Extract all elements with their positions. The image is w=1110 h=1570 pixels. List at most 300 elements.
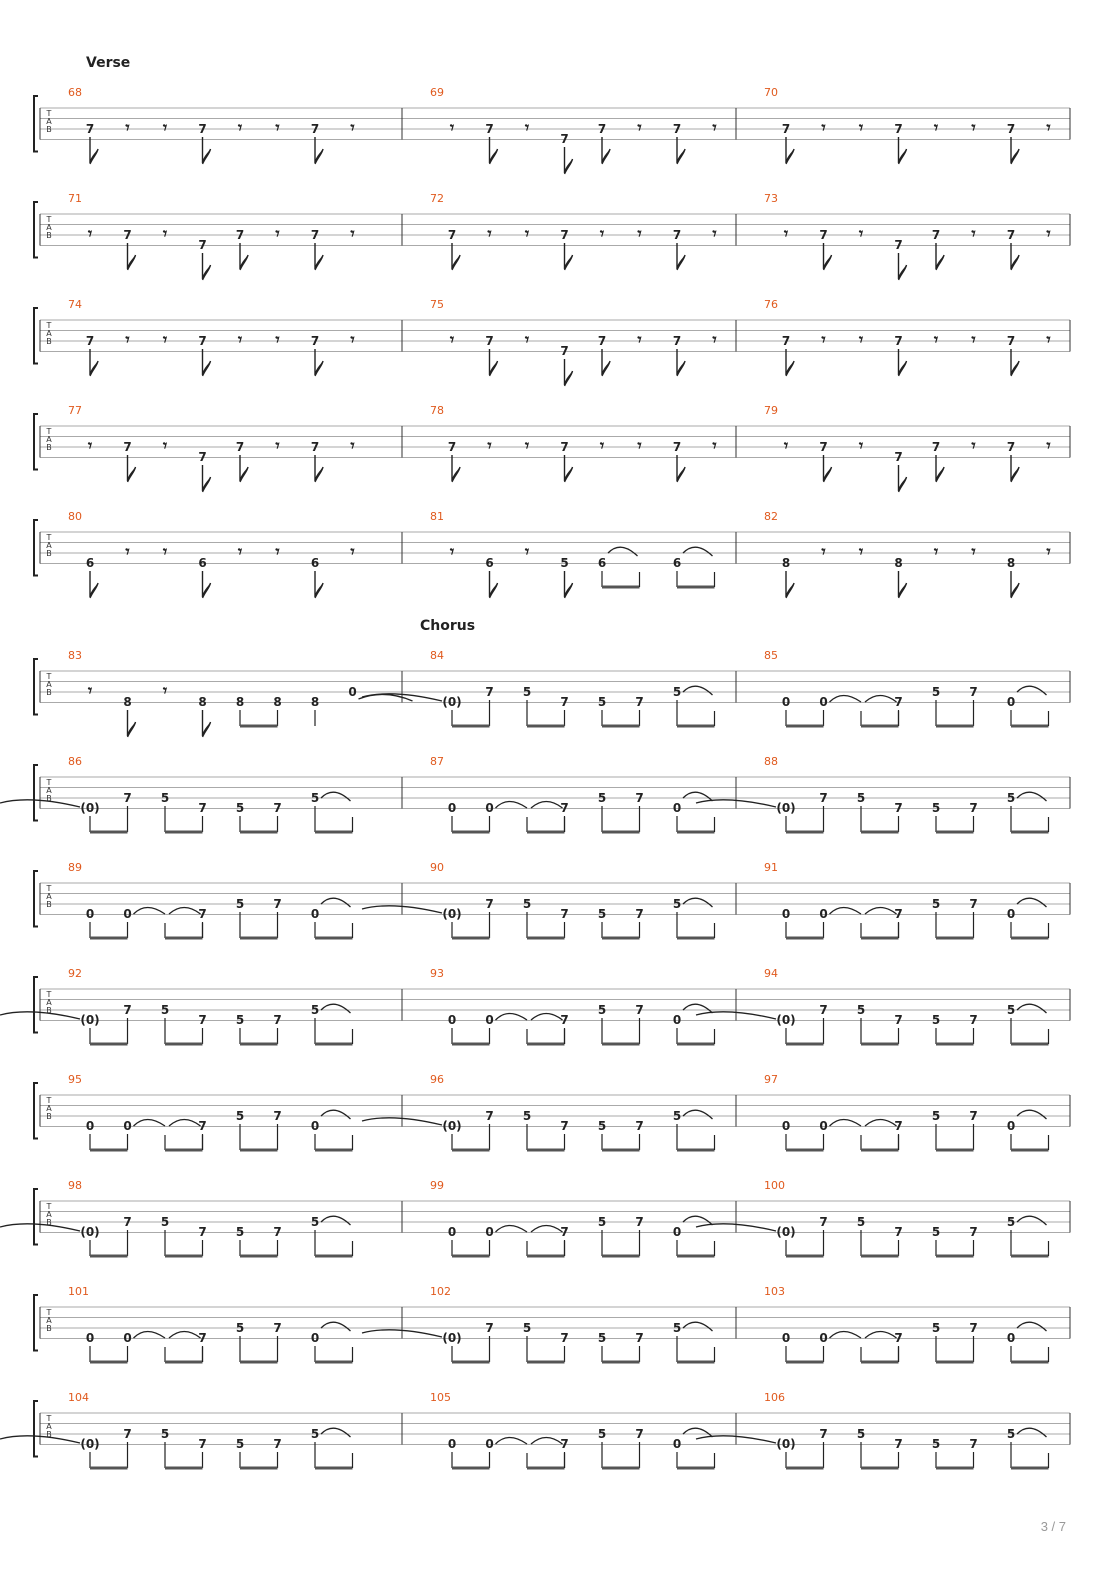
eighth-rest: 𝄾 <box>821 330 826 349</box>
fret-number: 5 <box>931 1225 941 1239</box>
note-stem-flag <box>824 243 832 270</box>
fret-number: 5 <box>856 1215 866 1229</box>
tie-arc <box>531 1438 563 1445</box>
tie-arc <box>169 1120 201 1127</box>
measure-number: 80 <box>68 510 82 523</box>
fret-number: 7 <box>931 228 941 242</box>
measure-number: 77 <box>68 404 82 417</box>
eighth-rest: 𝄾 <box>933 542 939 561</box>
measure-number: 99 <box>430 1179 444 1192</box>
fret-number: 8 <box>894 556 903 570</box>
measure-number: 83 <box>68 649 82 662</box>
fret-number: 5 <box>310 1003 320 1017</box>
fret-number: 7 <box>560 228 569 242</box>
fret-number: 7 <box>672 440 682 454</box>
fret-number: 7 <box>485 897 494 911</box>
fret-number: 7 <box>447 440 457 454</box>
tie-arc <box>830 1332 862 1339</box>
fret-number: 7 <box>273 1225 282 1239</box>
tie-arc <box>683 1322 713 1331</box>
fret-number: 5 <box>856 791 866 805</box>
measure-number: 72 <box>430 192 444 205</box>
eighth-rest: 𝄾 <box>712 330 717 349</box>
fret-number: 8 <box>198 695 207 709</box>
fret-number: (0) <box>776 1225 796 1239</box>
tie-arc <box>865 1120 897 1127</box>
system-bracket <box>34 520 38 576</box>
tie-arc <box>683 1428 713 1437</box>
measure-number: 87 <box>430 755 444 768</box>
fret-number: 7 <box>635 1215 644 1229</box>
fret-number: 5 <box>160 1003 170 1017</box>
fret-number: 7 <box>560 1437 569 1451</box>
fret-number: 7 <box>635 1331 644 1345</box>
eighth-rest: 𝄾 <box>350 436 355 455</box>
fret-number: 7 <box>273 1109 282 1123</box>
tie-arc <box>321 1428 351 1437</box>
fret-number: 7 <box>894 238 903 252</box>
eighth-rest: 𝄾 <box>783 436 789 455</box>
fret-number: 0 <box>485 801 494 815</box>
fret-number: 0 <box>781 695 791 709</box>
fret-number: 7 <box>969 1225 978 1239</box>
fret-number: 8 <box>273 695 282 709</box>
fret-number: 0 <box>447 1437 457 1451</box>
fret-number: 5 <box>160 1215 170 1229</box>
note-stem-flag <box>565 147 573 174</box>
fret-number: 5 <box>931 1321 941 1335</box>
fret-number: 7 <box>123 1215 132 1229</box>
fret-number: 7 <box>894 1013 903 1027</box>
tie-arc <box>1017 1004 1047 1013</box>
tie-arc <box>496 802 528 809</box>
tie-arc <box>683 792 713 801</box>
measure-number: 88 <box>764 755 778 768</box>
fret-number: 7 <box>485 685 494 699</box>
fret-number: 0 <box>447 1225 457 1239</box>
fret-number: 7 <box>85 334 95 348</box>
eighth-rest: 𝄾 <box>275 436 280 455</box>
fret-number: 0 <box>123 1331 132 1345</box>
fret-number: 0 <box>672 1013 682 1027</box>
measure-number: 92 <box>68 967 82 980</box>
fret-number: 0 <box>1006 1119 1016 1133</box>
fret-number: 0 <box>781 907 791 921</box>
eighth-rest: 𝄾 <box>1046 542 1051 561</box>
eighth-rest: 𝄾 <box>449 330 455 349</box>
eighth-rest: 𝄾 <box>87 681 93 700</box>
system-bracket <box>34 1295 38 1351</box>
eighth-rest: 𝄾 <box>971 436 976 455</box>
eighth-rest: 𝄾 <box>350 330 355 349</box>
tie-arc <box>1017 1322 1047 1331</box>
note-stem-flag <box>565 359 573 386</box>
note-stem-flag <box>565 455 573 482</box>
fret-number: 6 <box>597 556 607 570</box>
eighth-rest: 𝄾 <box>275 224 280 243</box>
fret-number: 7 <box>672 122 682 136</box>
fret-number: (0) <box>80 1013 100 1027</box>
note-stem-flag <box>315 349 323 376</box>
fret-number: 8 <box>781 556 791 570</box>
fret-number: 7 <box>198 1331 207 1345</box>
fret-number: 5 <box>856 1427 866 1441</box>
note-stem-flag <box>315 243 323 270</box>
eighth-rest: 𝄾 <box>712 118 717 137</box>
note-stem-flag <box>899 571 907 598</box>
eighth-rest: 𝄾 <box>1046 330 1051 349</box>
fret-number: 7 <box>560 1225 569 1239</box>
tie-arc <box>1017 792 1047 801</box>
fret-number: 5 <box>931 1013 941 1027</box>
system-bracket <box>34 202 38 258</box>
measure-number: 82 <box>764 510 778 523</box>
measure-number: 71 <box>68 192 82 205</box>
fret-number: 5 <box>235 1013 245 1027</box>
fret-number: 7 <box>1006 122 1016 136</box>
tie-arc <box>683 686 713 695</box>
fret-number: 5 <box>522 897 532 911</box>
eighth-rest: 𝄾 <box>783 224 789 243</box>
note-stem-flag <box>240 243 248 270</box>
eighth-rest: 𝄾 <box>524 436 530 455</box>
fret-number: 7 <box>969 1321 978 1335</box>
note-stem-flag <box>677 243 685 270</box>
system-bracket <box>34 96 38 152</box>
measure-number: 85 <box>764 649 778 662</box>
eighth-rest: 𝄾 <box>162 436 168 455</box>
fret-number: 7 <box>198 1013 207 1027</box>
system-bracket <box>34 1189 38 1245</box>
fret-number: 7 <box>894 1119 903 1133</box>
note-stem-flag <box>203 137 211 164</box>
measure-number: 84 <box>430 649 444 662</box>
fret-number: 7 <box>819 1003 828 1017</box>
fret-number: 7 <box>447 228 457 242</box>
fret-number: 0 <box>672 801 682 815</box>
fret-number: 7 <box>894 695 903 709</box>
tie-arc <box>321 1216 351 1225</box>
eighth-rest: 𝄾 <box>125 542 130 561</box>
tab-clef-letter: A <box>46 892 52 901</box>
fret-number: 5 <box>160 791 170 805</box>
measure-number: 104 <box>68 1391 89 1404</box>
tab-clef-letter: T <box>46 990 52 999</box>
tab-clef-letter: A <box>46 998 52 1007</box>
eighth-rest: 𝄾 <box>87 224 93 243</box>
fret-number: 5 <box>235 1109 245 1123</box>
fret-number: 5 <box>1006 791 1016 805</box>
fret-number: 7 <box>894 1225 903 1239</box>
tie-arc <box>496 1226 528 1233</box>
eighth-rest: 𝄾 <box>1046 436 1051 455</box>
tab-clef-letter: A <box>46 680 52 689</box>
note-stem-flag <box>203 465 211 492</box>
fret-number: 5 <box>597 907 607 921</box>
tie-arc <box>496 1438 528 1445</box>
eighth-rest: 𝄾 <box>524 118 530 137</box>
note-stem-flag <box>602 137 610 164</box>
tie-arc <box>169 908 201 915</box>
tie-arc <box>321 898 351 907</box>
tab-clef-letter: T <box>46 427 52 436</box>
eighth-rest: 𝄾 <box>162 118 168 137</box>
note-stem-flag <box>490 571 498 598</box>
note-stem-flag <box>899 465 907 492</box>
fret-number: 5 <box>672 897 682 911</box>
tie-arc <box>531 1014 563 1021</box>
note-stem-flag <box>1011 571 1019 598</box>
measure-number: 105 <box>430 1391 451 1404</box>
fret-number: 0 <box>485 1013 494 1027</box>
fret-number: 7 <box>969 801 978 815</box>
tab-clef-letter: T <box>46 1414 52 1423</box>
fret-number: 0 <box>819 1331 828 1345</box>
fret-number: 7 <box>198 334 207 348</box>
fret-number: 0 <box>310 907 320 921</box>
fret-number: 7 <box>894 1331 903 1345</box>
tie-arc <box>683 898 713 907</box>
measure-number: 97 <box>764 1073 778 1086</box>
eighth-rest: 𝄾 <box>125 118 130 137</box>
fret-number: 7 <box>123 228 132 242</box>
fret-number: 7 <box>969 1013 978 1027</box>
fret-number: 7 <box>819 791 828 805</box>
fret-number: 5 <box>597 1427 607 1441</box>
tab-clef-letter: B <box>46 794 52 803</box>
fret-number: 7 <box>894 334 903 348</box>
fret-number: 0 <box>819 1119 828 1133</box>
fret-number: 0 <box>123 1119 132 1133</box>
fret-number: 7 <box>560 695 569 709</box>
measure-number: 101 <box>68 1285 89 1298</box>
system-bracket <box>34 659 38 715</box>
fret-number: 8 <box>123 695 132 709</box>
measure-number: 74 <box>68 298 82 311</box>
measure-number: 94 <box>764 967 778 980</box>
tie-arc <box>683 1216 713 1225</box>
fret-number: 7 <box>198 907 207 921</box>
fret-number: 7 <box>819 1215 828 1229</box>
fret-number: 7 <box>85 122 95 136</box>
tie-arc <box>1017 1216 1047 1225</box>
fret-number: 7 <box>560 1013 569 1027</box>
tab-clef-letter: T <box>46 109 52 118</box>
tab-clef-letter: B <box>46 549 52 558</box>
tab-clef-letter: A <box>46 435 52 444</box>
eighth-rest: 𝄾 <box>637 436 642 455</box>
fret-number: 0 <box>1006 1331 1016 1345</box>
note-stem-flag <box>602 349 610 376</box>
note-stem-flag <box>240 455 248 482</box>
eighth-rest: 𝄾 <box>821 542 826 561</box>
system-bracket <box>34 414 38 470</box>
fret-number: 7 <box>969 1109 978 1123</box>
fret-number: 5 <box>560 556 569 570</box>
eighth-rest: 𝄾 <box>933 330 939 349</box>
note-stem-flag <box>128 455 136 482</box>
system-bracket <box>34 765 38 821</box>
tie-arc <box>865 1332 897 1339</box>
tie-arc <box>683 1110 713 1119</box>
measure-number: 81 <box>430 510 444 523</box>
measure-number: 102 <box>430 1285 451 1298</box>
measure-number: 91 <box>764 861 778 874</box>
fret-number: 5 <box>597 1331 607 1345</box>
fret-number: 7 <box>123 791 132 805</box>
fret-number: 7 <box>819 440 828 454</box>
note-stem-flag <box>203 349 211 376</box>
fret-number: 7 <box>672 228 682 242</box>
fret-number: 7 <box>635 1003 644 1017</box>
fret-number: 7 <box>819 228 828 242</box>
note-stem-flag <box>565 571 573 598</box>
section-label: Chorus <box>420 618 476 634</box>
fret-number: 0 <box>819 695 828 709</box>
eighth-rest: 𝄾 <box>350 542 355 561</box>
tie-arc <box>865 696 897 703</box>
tab-clef-letter: B <box>46 337 52 346</box>
fret-number: 5 <box>931 685 941 699</box>
fret-number: 5 <box>931 1437 941 1451</box>
eighth-rest: 𝄾 <box>162 542 168 561</box>
measure-number: 73 <box>764 192 778 205</box>
fret-number: 7 <box>198 238 207 252</box>
eighth-rest: 𝄾 <box>237 118 243 137</box>
note-stem-flag <box>90 349 98 376</box>
fret-number: 7 <box>560 907 569 921</box>
section-label: Verse <box>86 55 131 71</box>
eighth-rest: 𝄾 <box>821 118 826 137</box>
tie-arc <box>830 696 862 703</box>
eighth-rest: 𝄾 <box>971 542 976 561</box>
measure-number: 78 <box>430 404 444 417</box>
fret-number: 7 <box>894 907 903 921</box>
eighth-rest: 𝄾 <box>858 330 864 349</box>
measure-number: 96 <box>430 1073 444 1086</box>
eighth-rest: 𝄾 <box>487 224 492 243</box>
tab-clef-letter: A <box>46 1210 52 1219</box>
measure-number: 93 <box>430 967 444 980</box>
eighth-rest: 𝄾 <box>237 330 243 349</box>
system-bracket <box>34 1083 38 1139</box>
eighth-rest: 𝄾 <box>637 118 642 137</box>
note-stem-flag <box>203 571 211 598</box>
fret-number: 5 <box>522 685 532 699</box>
note-stem-flag <box>824 455 832 482</box>
eighth-rest: 𝄾 <box>524 330 530 349</box>
tie-arc <box>321 1004 351 1013</box>
fret-number: 7 <box>894 801 903 815</box>
note-stem-flag <box>90 571 98 598</box>
eighth-rest: 𝄾 <box>712 436 717 455</box>
eighth-rest: 𝄾 <box>350 118 355 137</box>
fret-number: 7 <box>969 685 978 699</box>
eighth-rest: 𝄾 <box>599 436 605 455</box>
fret-number: (0) <box>80 801 100 815</box>
fret-number: 0 <box>485 1437 494 1451</box>
fret-number: 5 <box>522 1109 532 1123</box>
tab-clef-letter: B <box>46 443 52 452</box>
fret-number: (0) <box>776 1437 796 1451</box>
fret-number: 7 <box>969 897 978 911</box>
fret-number: 0 <box>85 1331 95 1345</box>
fret-number: 0 <box>85 1119 95 1133</box>
fret-number: 7 <box>931 440 941 454</box>
note-stem-flag <box>1011 349 1019 376</box>
fret-number: 7 <box>485 1109 494 1123</box>
note-stem-flag <box>90 137 98 164</box>
fret-number: 7 <box>894 450 903 464</box>
tab-clef-letter: T <box>46 672 52 681</box>
fret-number: 5 <box>235 897 245 911</box>
tie-arc <box>865 908 897 915</box>
tie-arc <box>1017 898 1047 907</box>
fret-number: 6 <box>85 556 95 570</box>
fret-number: 5 <box>672 1321 682 1335</box>
fret-number: (0) <box>442 907 462 921</box>
note-stem-flag <box>128 243 136 270</box>
note-stem-flag <box>315 137 323 164</box>
system-bracket <box>34 977 38 1033</box>
fret-number: 5 <box>1006 1215 1016 1229</box>
fret-number: 7 <box>894 122 903 136</box>
fret-number: 7 <box>273 897 282 911</box>
fret-number: 6 <box>198 556 207 570</box>
tab-clef-letter: T <box>46 1202 52 1211</box>
note-stem-flag <box>452 243 460 270</box>
note-stem-flag <box>128 710 136 737</box>
fret-number: 6 <box>310 556 320 570</box>
tie-arc <box>321 1110 351 1119</box>
fret-number: 7 <box>635 907 644 921</box>
tab-clef-letter: B <box>46 125 52 134</box>
fret-number: 7 <box>235 440 245 454</box>
measure-number: 100 <box>764 1179 785 1192</box>
tab-clef-letter: A <box>46 541 52 550</box>
fret-number: 8 <box>310 695 320 709</box>
fret-number: 7 <box>310 228 320 242</box>
fret-number: 5 <box>597 695 607 709</box>
fret-number: 7 <box>123 440 132 454</box>
note-stem-flag <box>1011 137 1019 164</box>
note-stem-flag <box>315 455 323 482</box>
fret-number: 7 <box>273 801 282 815</box>
note-stem-flag <box>899 349 907 376</box>
tab-clef-letter: B <box>46 688 52 697</box>
tie-arc <box>1017 686 1047 695</box>
fret-number: 7 <box>485 122 494 136</box>
fret-number: 5 <box>235 801 245 815</box>
fret-number: 7 <box>123 1003 132 1017</box>
tab-clef-letter: T <box>46 778 52 787</box>
eighth-rest: 𝄾 <box>275 542 280 561</box>
note-stem-flag <box>315 571 323 598</box>
fret-number: 7 <box>635 1427 644 1441</box>
note-stem-flag <box>203 253 211 280</box>
fret-number: 5 <box>310 1427 320 1441</box>
measure-number: 68 <box>68 86 82 99</box>
fret-number: 5 <box>597 1119 607 1133</box>
eighth-rest: 𝄾 <box>637 330 642 349</box>
fret-number: 5 <box>235 1437 245 1451</box>
fret-number: 7 <box>198 122 207 136</box>
fret-number: (0) <box>442 1331 462 1345</box>
tie-arc <box>531 1226 563 1233</box>
measure-number: 79 <box>764 404 778 417</box>
fret-number: 5 <box>160 1427 170 1441</box>
eighth-rest: 𝄾 <box>858 436 864 455</box>
